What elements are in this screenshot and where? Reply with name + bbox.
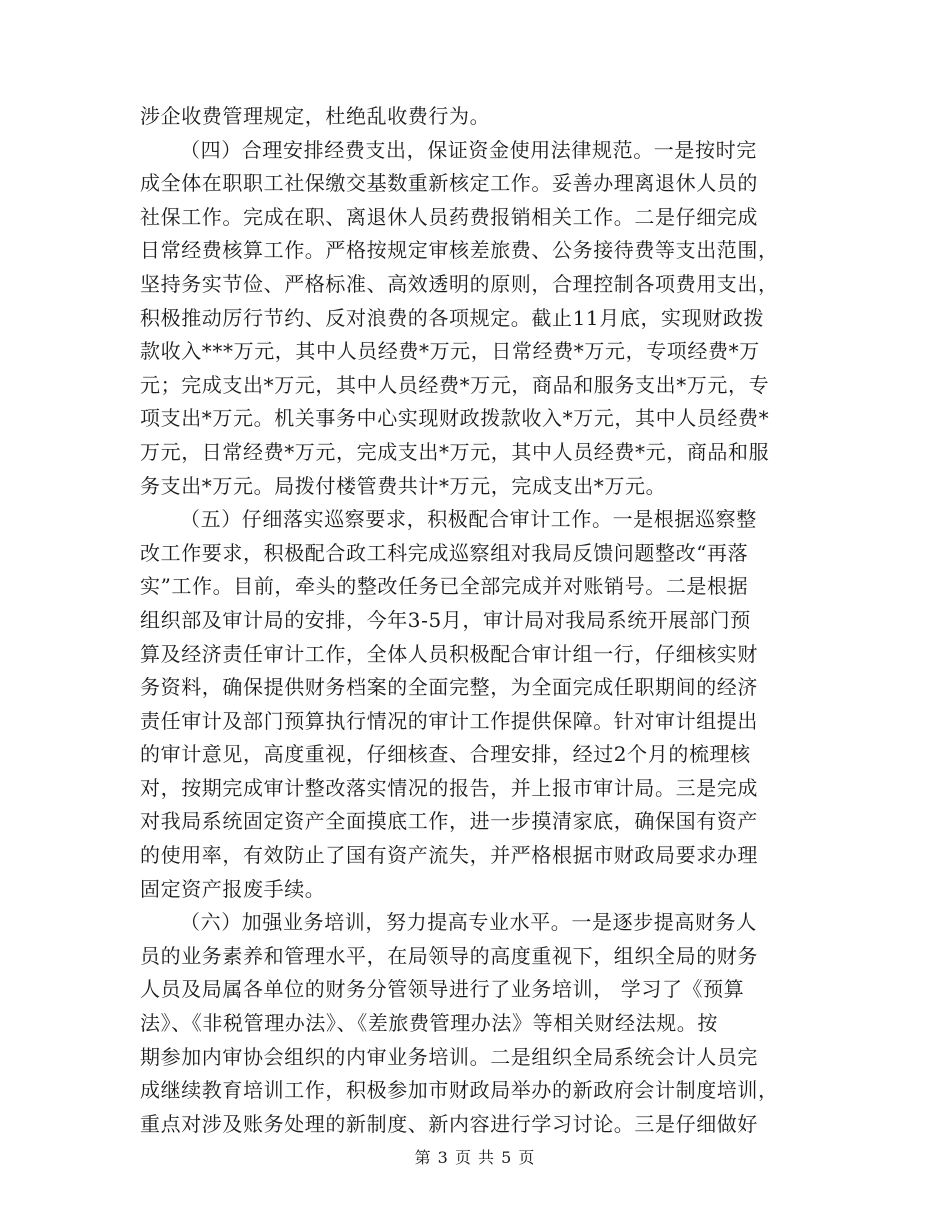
- text-line: 人员及局属各单位的财务分管领导进行了业务培训， 学习了《预算: [140, 977, 745, 1002]
- text-line: 务支出*万元。局拨付楼管费共计*万元，完成支出*万元。: [140, 473, 667, 498]
- text-line: 重点对涉及账务处理的新制度、新内容进行学习讨论。三是仔细做好: [140, 1111, 758, 1136]
- document-body: [140, 100, 805, 1141]
- text-line: 成全体在职职工社保缴交基数重新核定工作。妥善办理离退休人员的: [140, 171, 758, 196]
- text-line: 改工作要求，积极配合政工科完成巡察组对我局反馈问题整改“再落: [140, 540, 749, 565]
- paragraph-section-5: [140, 503, 805, 906]
- text-line: 款收入***万元，其中人员经费*万元，日常经费*万元，专项经费*万: [140, 339, 760, 364]
- paragraph-section-6: [140, 906, 805, 1141]
- text-line: 项支出*万元。机关事务中心实现财政拨款收入*万元，其中人员经费*: [140, 406, 770, 431]
- text-line: 责任审计及部门预算执行情况的审计工作提供保障。针对审计组提出: [140, 708, 758, 733]
- text-line: 对我局系统固定资产全面摸底工作，进一步摸清家底，确保国有资产: [140, 809, 758, 834]
- section-heading-line: （四）合理安排经费支出，保证资金使用法律规范。一是按时完: [180, 137, 757, 162]
- text-line: 积极推动厉行节约、反对浪费的各项规定。截止11月底，实现财政拨: [140, 305, 765, 330]
- text-line: 的审计意见，高度重视，仔细核查、合理安排，经过2个月的梳理核: [140, 742, 751, 767]
- paragraph-section-4: [140, 134, 805, 504]
- text-line: 员的业务素养和管理水平，在局领导的高度重视下，组织全局的财务: [140, 943, 758, 968]
- text-line: 万元，日常经费*万元，完成支出*万元，其中人员经费*元，商品和服: [140, 439, 770, 464]
- paragraph-continuation: [140, 100, 805, 134]
- section-heading-line: （五）仔细落实巡察要求，积极配合审计工作。一是根据巡察整: [180, 507, 757, 532]
- text-line: 法》、《非税管理办法》、《差旅费管理办法》等相关财经法规。按: [140, 1011, 718, 1036]
- text-line: 的使用率，有效防止了国有资产流失，并严格根据市财政局要求办理: [140, 843, 758, 868]
- text-line: 成继续教育培训工作，积极参加市财政局举办的新政府会计制度培训，: [140, 1078, 779, 1103]
- page-number-footer: 第 3 页 共 5 页: [414, 1148, 536, 1167]
- text-line: 期参加内审协会组织的内审业务培训。二是组织全局系统会计人员完: [140, 1044, 758, 1069]
- text-line: 固定资产报废手续。: [140, 876, 326, 901]
- text-line: 社保工作。完成在职、离退休人员药费报销相关工作。二是仔细完成: [140, 204, 758, 229]
- text-line: 实”工作。目前，牵头的整改任务已全部完成并对账销号。二是根据: [140, 574, 749, 599]
- text-line: 组织部及审计局的安排，今年3-5月，审计局对我局系统开展部门预: [140, 607, 751, 632]
- text-line: 务资料，确保提供财务档案的全面完整，为全面完成任职期间的经济: [140, 675, 758, 700]
- text-line: 日常经费核算工作。严格按规定审核差旅费、公务接待费等支出范围，: [140, 238, 779, 263]
- text-line: 对，按期完成审计整改落实情况的报告，并上报市审计局。三是完成: [140, 775, 758, 800]
- text-line: 坚持务实节俭、严格标准、高效透明的原则，合理控制各项费用支出，: [140, 271, 779, 296]
- text-line: 元；完成支出*万元，其中人员经费*万元，商品和服务支出*万元，专: [140, 372, 770, 397]
- text-line: 涉企收费管理规定，杜绝乱收费行为。: [140, 104, 491, 128]
- section-heading-line: （六）加强业务培训，努力提高专业水平。一是逐步提高财务人: [180, 910, 757, 935]
- text-line: 算及经济责任审计工作，全体人员积极配合审计组一行，仔细核实财: [140, 641, 758, 666]
